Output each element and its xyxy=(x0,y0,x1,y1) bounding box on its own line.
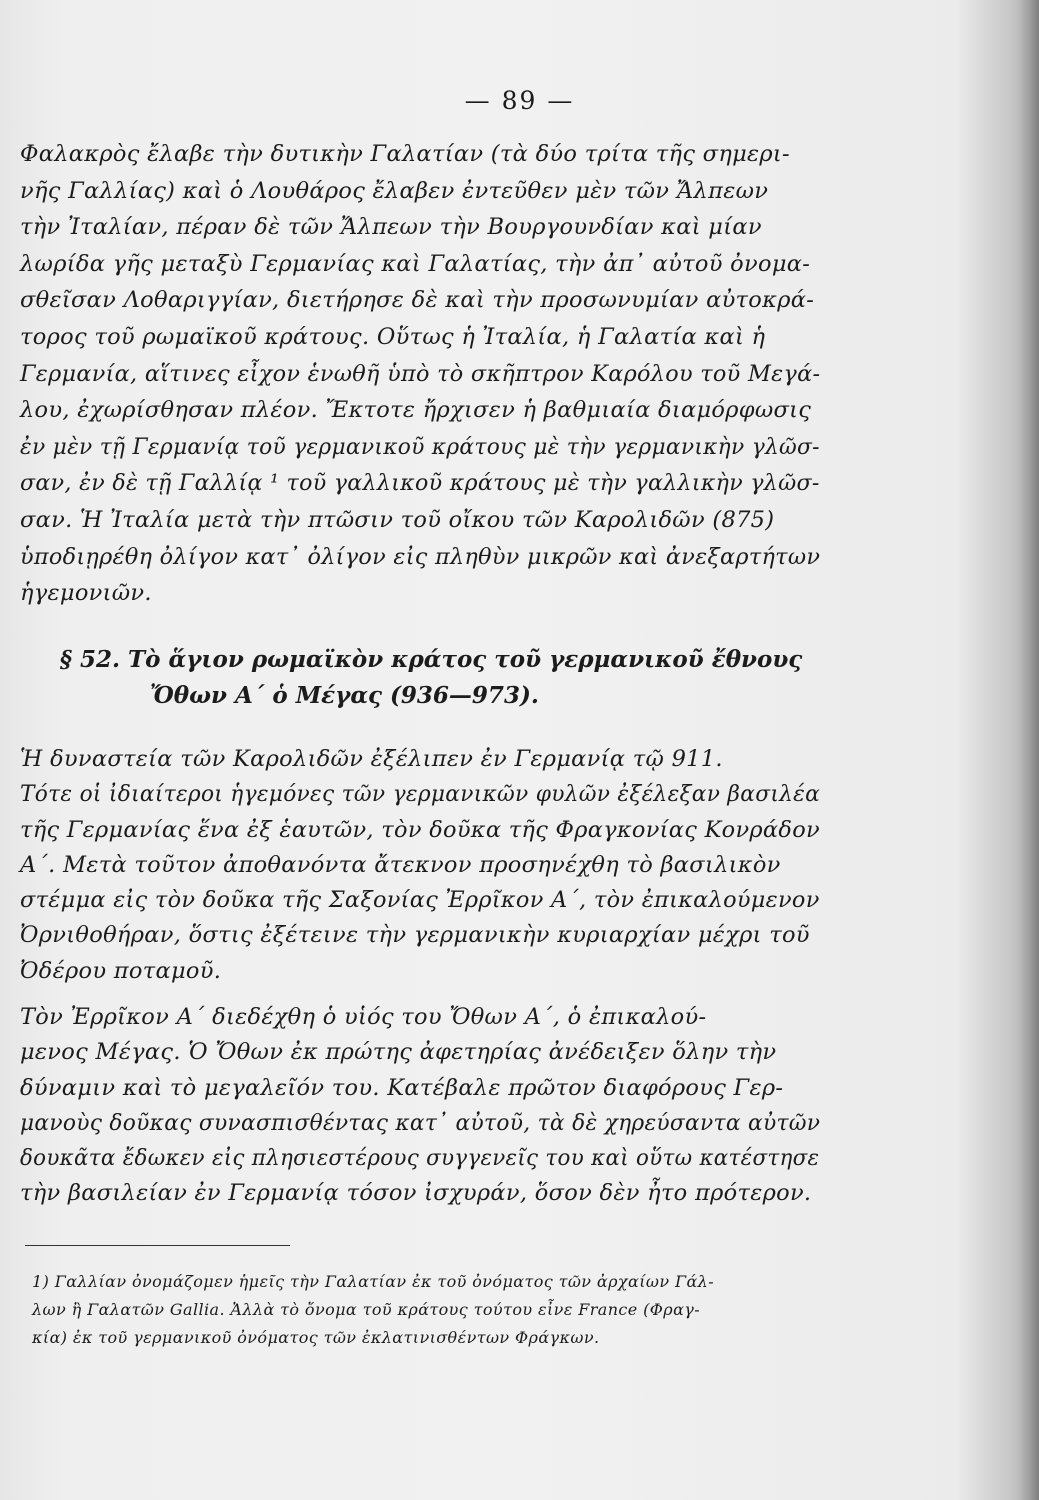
text-line: Τότε οἱ ἰδιαίτεροι ἡγεμόνες τῶν γερμανικῶν φυλῶν ἐξέλεξαν βασιλέα xyxy=(20,781,821,808)
section-subheading xyxy=(150,682,910,709)
text-line: ἐν μὲν τῇ Γερμανίᾳ τοῦ γερμανικοῦ κράτους μὲ τὴν γερμανικὴν γλῶσ- xyxy=(20,433,820,460)
text-line: δουκᾶτα ἔδωκεν εἰς πλησιεστέρους συγγενεῖς του καὶ οὕτω κατέστησε xyxy=(20,1145,820,1172)
page-edge-shadow xyxy=(1017,0,1039,1500)
text-line: Ὀρνιθοθήραν, ὅστις ἐξέτεινε τὴν γερμανικὴν κυριαρχίαν μέχρι τοῦ xyxy=(20,922,810,949)
footnote-line: 1) Γαλλίαν ὀνομάζομεν ἡμεῖς τὴν Γαλατίαν ἐκ τοῦ ὀνόματος τῶν ἀρχαίων Γάλ- xyxy=(32,1272,715,1291)
text-line: Τὸν Ἐρρῖκον Α΄ διεδέχθη ὁ υἱός του Ὄθων Α΄, ὁ ἐπικαλού- xyxy=(20,1004,707,1030)
text-line: Φαλακρὸς ἔλαβε τὴν δυτικὴν Γαλατίαν (τὰ δύο τρίτα τῆς σημερι- xyxy=(20,141,790,167)
section-heading xyxy=(60,646,820,673)
text-line: νῆς Γαλλίας) καὶ ὁ Λουθάρος ἔλαβεν ἐντεῦθεν μὲν τῶν Ἄλπεων xyxy=(20,177,769,204)
page-number: — 89 — xyxy=(464,86,575,115)
paragraph-1 xyxy=(20,136,820,612)
text-line: σαν. Ἡ Ἰταλία μετὰ τὴν πτῶσιν τοῦ οἴκου τῶν Καρολιδῶν (875) xyxy=(20,506,775,533)
text-line: σαν, ἐν δὲ τῇ Γαλλίᾳ ¹ τοῦ γαλλικοῦ κράτους μὲ τὴν γαλλικὴν γλῶσ- xyxy=(20,470,820,497)
text-line: Γερμανία, αἵτινες εἶχον ἑνωθῆ ὑπὸ τὸ σκῆπτρον Καρόλου τοῦ Μεγά- xyxy=(20,360,821,387)
text-line: Ὀδέρου ποταμοῦ. xyxy=(20,957,222,984)
text-line: τορος τοῦ ρωμαϊκοῦ κράτους. Οὕτως ἡ Ἰταλία, ἡ Γαλατία καὶ ἡ xyxy=(20,323,766,350)
section-heading-line-2: Ὄθων Α΄ ὁ Μέγας (936—973). xyxy=(150,682,539,709)
text-line: λωρίδα γῆς μεταξὺ Γερμανίας καὶ Γαλατίας, τὴν ἀπ᾽ αὐτοῦ ὀνομα- xyxy=(20,250,811,277)
text-line: Ἡ δυναστεία τῶν Καρολιδῶν ἐξέλιπεν ἐν Γερμανίᾳ τῷ 911. xyxy=(20,746,723,772)
footnote-divider xyxy=(25,1245,290,1246)
text-line: μανοὺς δοῦκας συνασπισθέντας κατ᾽ αὐτοῦ, τὰ δὲ χηρεύσαντα αὐτῶν xyxy=(20,1109,821,1136)
text-line: Α΄. Μετὰ τοῦτον ἀποθανόντα ἄτεκνον προσηνέχθη τὸ βασιλικὸν xyxy=(20,851,781,878)
text-line: ἡγεμονιῶν. xyxy=(20,580,152,607)
footnote-line: λων ἢ Γαλατῶν Gallia. Ἀλλὰ τὸ ὄνομα τοῦ κράτους τούτου εἶνε France (Φραγ- xyxy=(32,1300,701,1319)
text-line: στέμμα εἰς τὸν δοῦκα τῆς Σαξονίας Ἐρρῖκον Α΄, τὸν ἐπικαλούμενον xyxy=(20,887,820,914)
text-line: ὑποδιῃρέθη ὀλίγον κατ᾽ ὀλίγον εἰς πληθὺν μικρῶν καὶ ἀνεξαρτήτων xyxy=(20,543,821,570)
text-line: δύναμιν καὶ τὸ μεγαλεῖόν του. Κατέβαλε πρῶτον διαφόρους Γερ- xyxy=(20,1074,784,1101)
footnote-line: κία) ἐκ τοῦ γερμανικοῦ ὀνόματος τῶν ἐκλατινισθέντων Φράγκων. xyxy=(32,1328,600,1347)
text-line: τὴν βασιλείαν ἐν Γερμανίᾳ τόσον ἰσχυράν, ὅσον δὲν ἦτο πρότερον. xyxy=(20,1180,812,1207)
text-line: μενος Μέγας. Ὁ Ὄθων ἐκ πρώτης ἀφετηρίας ἀνέδειξεν ὅλην τὴν xyxy=(20,1039,777,1066)
text-line: τὴν Ἰταλίαν, πέραν δὲ τῶν Ἄλπεων τὴν Βουργουνδίαν καὶ μίαν xyxy=(20,214,762,241)
text-line: λου, ἐχωρίσθησαν πλέον. Ἔκτοτε ἤρχισεν ἡ βαθμιαία διαμόρφωσις xyxy=(20,397,812,424)
text-line: σθεῖσαν Λοθαριγγίαν, διετήρησε δὲ καὶ τὴν προσωνυμίαν αὐτοκρά- xyxy=(20,287,815,314)
paragraph-3 xyxy=(20,1000,820,1212)
paragraph-2 xyxy=(20,742,820,989)
footnote xyxy=(32,1268,822,1352)
text-line: τῆς Γερμανίας ἕνα ἐξ ἑαυτῶν, τὸν δοῦκα τῆς Φραγκονίας Κονράδον xyxy=(20,816,820,843)
section-heading-line-1: § 52. Τὸ ἅγιον ρωμαϊκὸν κράτος τοῦ γερμανικοῦ ἔθνους xyxy=(60,646,803,673)
